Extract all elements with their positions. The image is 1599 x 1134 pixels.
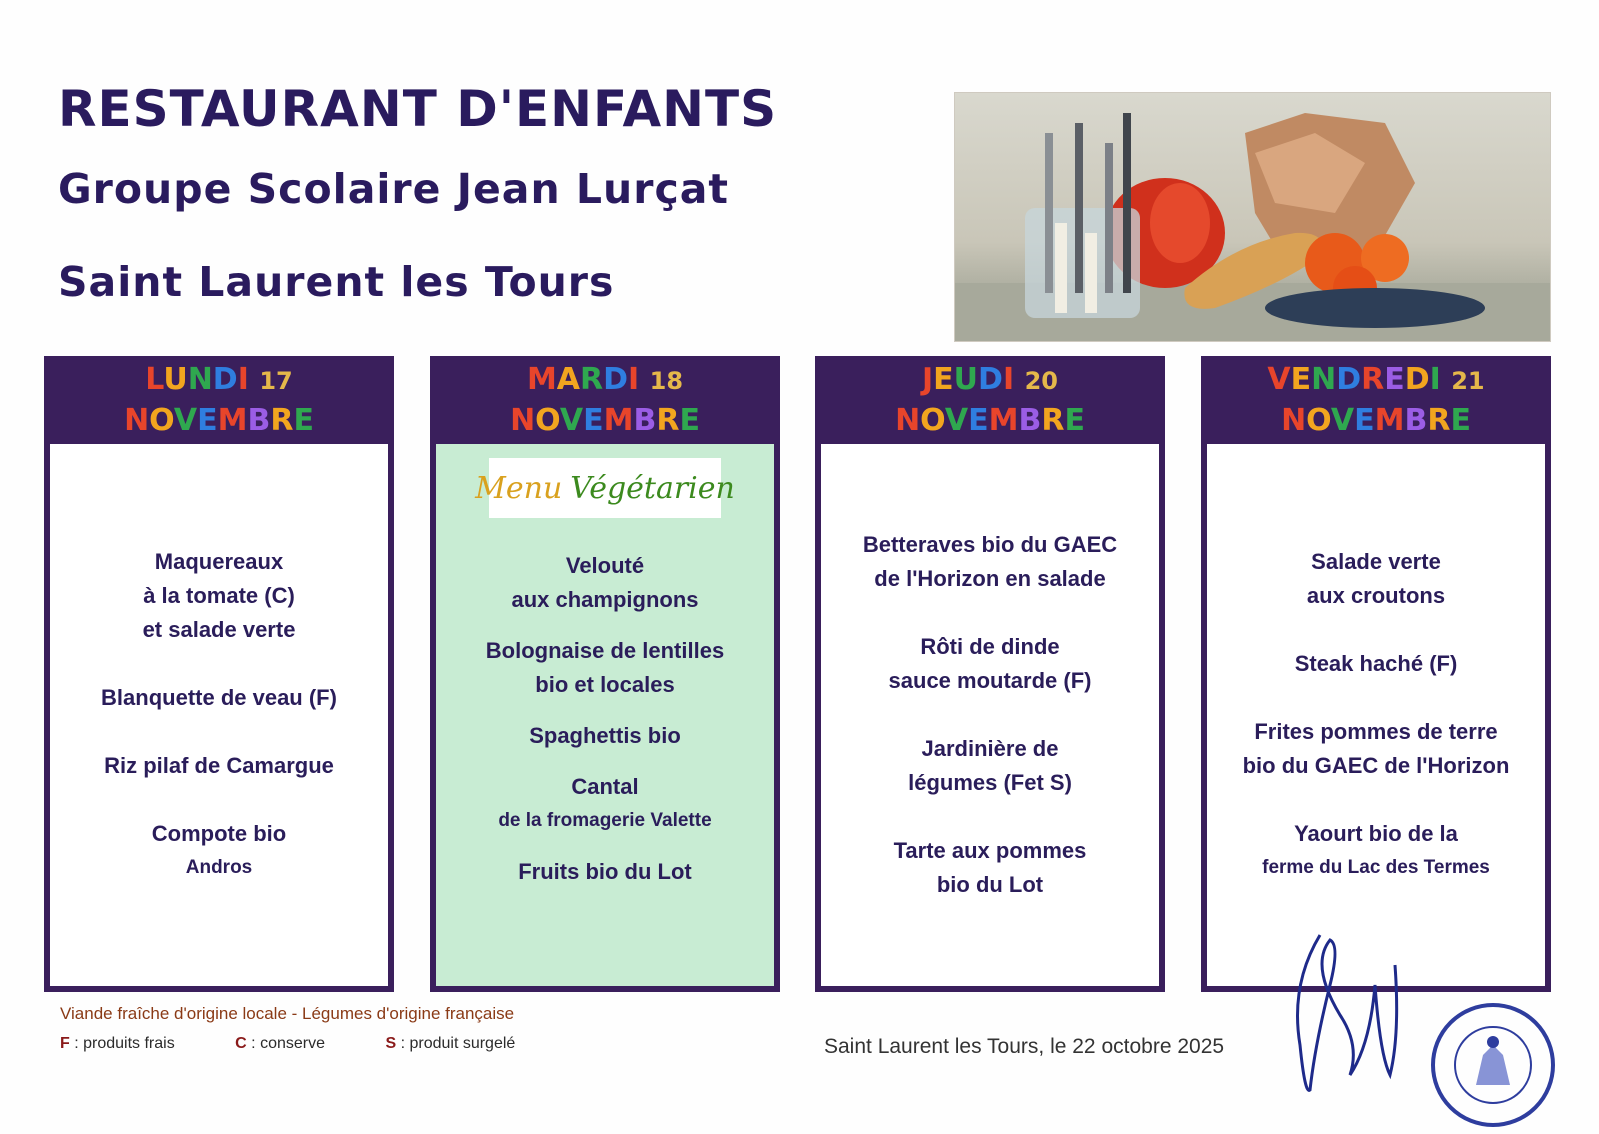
day-name: JEUDI bbox=[922, 362, 1015, 397]
dish-line: Salade verte bbox=[1311, 549, 1441, 574]
day-header bbox=[1201, 356, 1551, 444]
dish-item bbox=[889, 630, 1092, 698]
legend-item-f: F : produits frais bbox=[60, 1035, 175, 1052]
legend-item-c: C : conserve bbox=[235, 1035, 325, 1052]
badge-word-vegetarien: Végétarien bbox=[570, 470, 735, 506]
dish-item bbox=[486, 719, 724, 753]
dish-line: Frites pommes de terre bbox=[1254, 719, 1498, 744]
dish-line: Steak haché (F) bbox=[1294, 651, 1458, 676]
page-title: RESTAURANT D'ENFANTS bbox=[58, 80, 778, 138]
month-name: NOVEMBRE bbox=[124, 403, 314, 438]
day-column-jeudi bbox=[815, 356, 1165, 992]
dish-line: aux croutons bbox=[1306, 583, 1446, 608]
day-column-vendredi bbox=[1201, 356, 1551, 992]
dish-item bbox=[486, 634, 724, 702]
dish-line: de la fromagerie Valette bbox=[498, 810, 712, 831]
month-name: NOVEMBRE bbox=[1281, 403, 1471, 438]
dish-line: Velouté bbox=[565, 553, 645, 578]
dish-line: sauce moutarde (F) bbox=[888, 668, 1092, 693]
dish-line: Compote bio bbox=[151, 821, 287, 846]
dish-item bbox=[894, 834, 1087, 902]
dish-item bbox=[1243, 715, 1510, 783]
dish-line: de l'Horizon en salade bbox=[874, 566, 1106, 591]
dish-line: Riz pilaf de Camargue bbox=[104, 753, 334, 778]
day-number: 20 bbox=[1024, 367, 1058, 395]
school-name: Groupe Scolaire Jean Lurçat bbox=[58, 165, 730, 213]
dish-line: Jardinière de bbox=[921, 736, 1059, 761]
town-name: Saint Laurent les Tours bbox=[58, 258, 615, 306]
day-number: 17 bbox=[259, 367, 293, 395]
signature bbox=[1280, 925, 1410, 1109]
dish-line: bio du GAEC de l'Horizon bbox=[1242, 753, 1510, 778]
dish-item bbox=[152, 817, 286, 885]
dish-item bbox=[101, 681, 337, 715]
legend-item-s: S : produit surgelé bbox=[385, 1035, 516, 1052]
menu-body bbox=[50, 444, 388, 986]
origin-note: Viande fraîche d'origine locale - Légumes d'origine française bbox=[60, 1004, 515, 1023]
vegetarian-menu-badge bbox=[475, 458, 735, 518]
dish-item bbox=[1295, 647, 1458, 681]
dish-item bbox=[1307, 545, 1445, 613]
dish-item bbox=[486, 549, 724, 617]
dish-line: Bolognaise de lentilles bbox=[485, 638, 725, 663]
dish-item bbox=[1262, 817, 1490, 885]
dish-line: Blanquette de veau (F) bbox=[101, 685, 337, 710]
menu-body bbox=[436, 444, 774, 986]
day-number: 21 bbox=[1451, 367, 1485, 395]
date-line: Saint Laurent les Tours, le 22 octobre 2025 bbox=[824, 1035, 1225, 1058]
dish-item bbox=[143, 545, 296, 647]
dish-item bbox=[486, 855, 724, 889]
dish-line: Betteraves bio du GAEC bbox=[862, 532, 1118, 557]
day-name: MARDI bbox=[526, 362, 640, 397]
dish-line: Fruits bio du Lot bbox=[518, 859, 692, 884]
dish-line: et salade verte bbox=[142, 617, 296, 642]
dish-line: à la tomate (C) bbox=[143, 583, 295, 608]
month-name: NOVEMBRE bbox=[895, 403, 1085, 438]
abbreviation-legend bbox=[60, 1035, 571, 1053]
dish-item bbox=[908, 732, 1072, 800]
badge-word-menu: Menu bbox=[475, 470, 563, 506]
dish-list bbox=[486, 532, 724, 906]
dish-line: Andros bbox=[185, 857, 253, 878]
dish-line: Maquereaux bbox=[154, 549, 284, 574]
dish-item bbox=[486, 770, 724, 838]
day-name: VENDREDI bbox=[1267, 362, 1441, 397]
dish-line: bio du Lot bbox=[936, 872, 1044, 897]
day-header bbox=[815, 356, 1165, 444]
month-name: NOVEMBRE bbox=[510, 403, 700, 438]
day-header bbox=[44, 356, 394, 444]
dish-line: aux champignons bbox=[511, 587, 699, 612]
dish-item bbox=[104, 749, 334, 783]
town-hall-stamp bbox=[1428, 1000, 1558, 1134]
dish-line: Spaghettis bio bbox=[529, 723, 681, 748]
dish-line: légumes (Fet S) bbox=[908, 770, 1072, 795]
dish-line: bio et locales bbox=[535, 672, 675, 697]
day-number: 18 bbox=[649, 367, 684, 395]
menu-body bbox=[1207, 444, 1545, 986]
day-header bbox=[430, 356, 780, 444]
dish-line: Tarte aux pommes bbox=[893, 838, 1087, 863]
dish-line: Yaourt bio de la bbox=[1294, 821, 1458, 846]
dish-line: Rôti de dinde bbox=[920, 634, 1060, 659]
food-photo bbox=[954, 92, 1551, 342]
dish-item bbox=[863, 528, 1117, 596]
menu-body bbox=[821, 444, 1159, 986]
day-name: LUNDI bbox=[145, 362, 249, 397]
dish-line: Cantal bbox=[571, 774, 639, 799]
dish-line: ferme du Lac des Termes bbox=[1262, 857, 1490, 878]
day-column-lundi bbox=[44, 356, 394, 992]
day-column-mardi bbox=[430, 356, 780, 992]
